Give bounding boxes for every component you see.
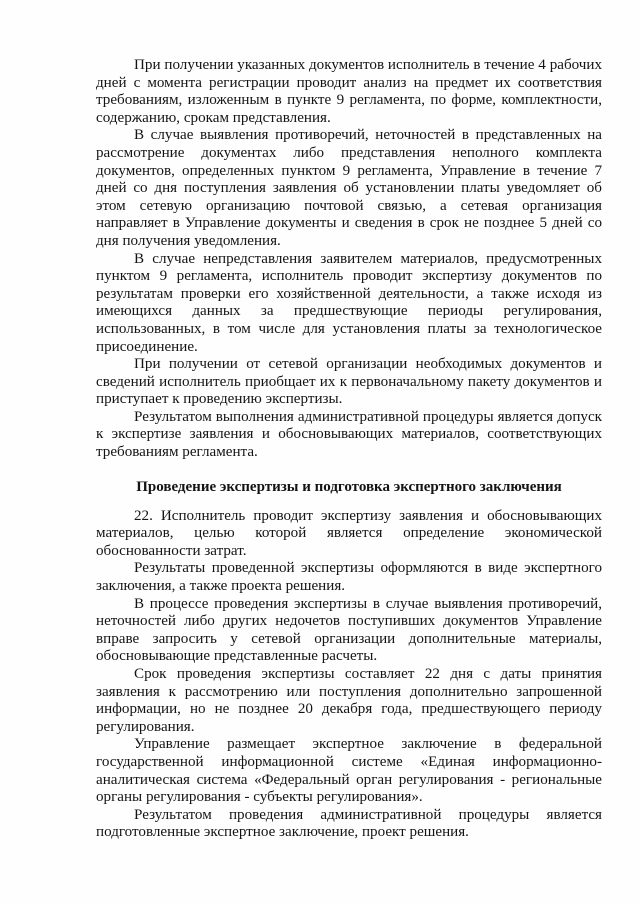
paragraph-procedure-result-admission: Результатом выполнения административной процедуры является допуск к экспертизе заявления и обосновывающих материалов, соответствующих требованиям регламента.	[96, 408, 602, 461]
paragraph-non-submission: В случае непредставления заявителем материалов, предусмотренных пунктом 9 регламента, исполнитель проводит экспертизу документов по результатам проверки его хозяйственной деятельности, а также исходя из имеющихся данных за предшествующие периоды регулирования, использованных, в том числе для установления платы за технологическое присоединение.	[96, 250, 602, 355]
paragraph-procedure-result-conclusion: Результатом проведения административной процедуры является подготовленные экспертное заключение, проект решения.	[96, 806, 602, 841]
paragraph-publication-fgis: Управление размещает экспертное заключение в федеральной государственной информационной системе «Единая информационно-аналитическая система «Федеральный орган регулирования - региональные органы регулирования - субъекты регулирования».	[96, 736, 602, 806]
document-body	[96, 57, 602, 842]
paragraph-contradictions-notice: В случае выявления противоречий, неточностей в представленных на рассмотрение документах либо представления неполного комплекта документов, определенных пунктом 9 регламента, Управление в течение 7 дней со дня поступления заявления об установлении платы уведомляет об этом сетевую организацию почтовой связью, а сетевая организация направляет в Управление документы и сведения в срок не позднее 5 дней со дня получения уведомления.	[96, 127, 602, 249]
paragraph-item-22: 22. Исполнитель проводит экспертизу заявления и обосновывающих материалов, целью которой является определение экономической обоснованности затрат.	[96, 507, 602, 559]
paragraph-document-analysis: При получении указанных документов исполнитель в течение 4 рабочих дней с момента регистрации проводит анализ на предмет их соответствия требованиям, изложенным в пункте 9 регламента, по форме, комплектности, содержанию, срокам представления.	[96, 57, 602, 126]
paragraph-expertise-term: Срок проведения экспертизы составляет 22 дня с даты принятия заявления к рассмотрению или поступления дополнительно запрошенной информации, но не позднее 20 декабря года, предшествующего периоду регулирования.	[96, 666, 602, 735]
paragraph-documents-attached: При получении от сетевой организации необходимых документов и сведений исполнитель приобщает их к первоначальному пакету документов и приступает к проведению экспертизы.	[96, 356, 602, 408]
section-heading: Проведение экспертизы и подготовка экспертного заключения	[136, 478, 562, 495]
paragraph-additional-materials-request: В процессе проведения экспертизы в случае выявления противоречий, неточностей либо других недочетов поступивших документов Управление вправе запросить у сетевой организации дополнительные материалы, обосновывающие представленные расчеты.	[96, 595, 602, 665]
paragraph-expert-conclusion-form: Результаты проведенной экспертизы оформляются в виде экспертного заключения, а также проекта решения.	[96, 560, 602, 595]
